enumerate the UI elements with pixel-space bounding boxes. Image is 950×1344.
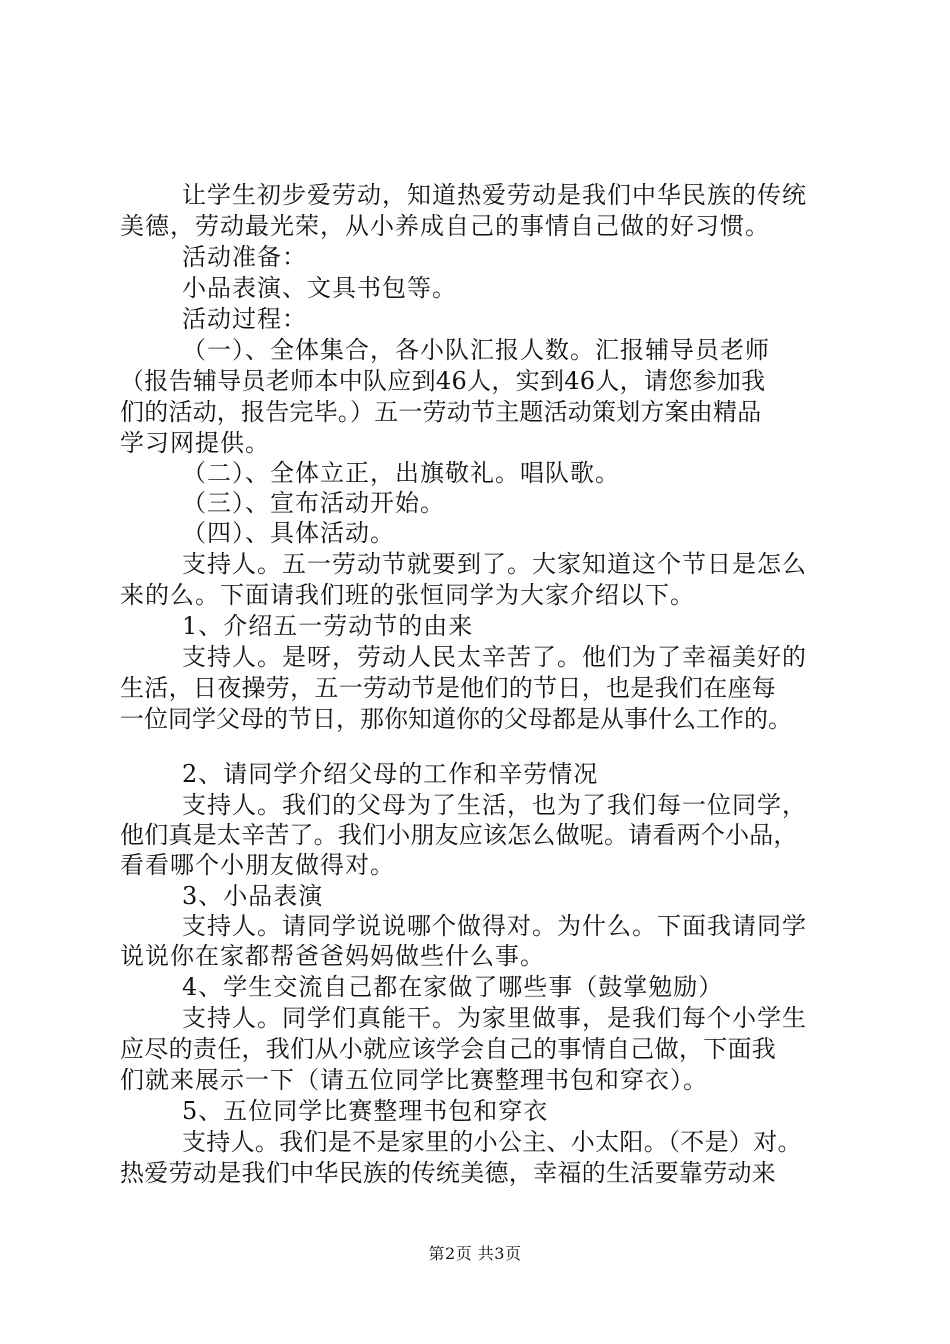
text-line: 4、学生交流自己都在家做了哪些事（鼓掌勉励） (182, 973, 724, 1001)
text-line: 支持人。我们是不是家里的小公主、小太阳。（不是）对。 (182, 1128, 802, 1156)
text-line: 小品表演、文具书包等。 (182, 274, 457, 302)
text-line: 支持人。是呀，劳动人民太辛苦了。他们为了幸福美好的 (182, 643, 807, 671)
page-number-footer: 第2页 共3页 (428, 1244, 522, 1263)
text-line: 1、介绍五一劳动节的由来 (182, 612, 474, 640)
text-line: 美德，劳动最光荣，从小养成自己的事情自己做的好习惯。 (120, 212, 770, 240)
text-line: 2、请同学介绍父母的工作和辛劳情况 (182, 760, 599, 788)
text-line: （二）、全体立正，出旗敬礼。唱队歌。 (182, 459, 620, 487)
text-line: 热爱劳动是我们中华民族的传统美德，幸福的生活要靠劳动来 (120, 1159, 777, 1187)
text-line: 支持人。同学们真能干。为家里做事，是我们每个小学生 (182, 1004, 807, 1032)
text-line: 活动准备： (182, 243, 307, 271)
text-line: 学习网提供。 (120, 429, 270, 457)
text-line: 他们真是太辛苦了。我们小朋友应该怎么做呢。请看两个小品， (120, 821, 798, 849)
text-line: 一位同学父母的节日，那你知道你的父母都是从事什么工作的。 (120, 705, 792, 733)
text-line: 说说你在家都帮爸爸妈妈做些什么事。 (120, 942, 545, 970)
text-line: （四）、具体活动。 (182, 519, 395, 547)
text-line: 应尽的责任，我们从小就应该学会自己的事情自己做，下面我 (120, 1035, 777, 1063)
text-line: 让学生初步爱劳动，知道热爱劳动是我们中华民族的传统 (182, 181, 807, 209)
text-line: 们的活动，报告完毕。）五一劳动节主题活动策划方案由精品 (120, 398, 762, 426)
text-line: 看看哪个小朋友做得对。 (120, 851, 395, 879)
text-line: （一）、全体集合，各小队汇报人数。汇报辅导员老师 (182, 336, 770, 364)
text-line: 支持人。五一劳动节就要到了。大家知道这个节日是怎么 (182, 550, 807, 578)
text-line: （三）、宣布活动开始。 (182, 489, 445, 517)
text-line: 3、小品表演 (182, 882, 324, 910)
text-line: （报告辅导员老师本中队应到46人，实到46人，请您参加我 (120, 367, 766, 395)
text-line: 生活，日夜操劳，五一劳动节是他们的节日，也是我们在座每 (120, 674, 777, 702)
text-line: 支持人。我们的父母为了生活，也为了我们每一位同学， (182, 791, 807, 819)
text-line: 5、五位同学比赛整理书包和穿衣 (182, 1097, 549, 1125)
text-line: 们就来展示一下（请五位同学比赛整理书包和穿衣）。 (120, 1066, 708, 1094)
text-line: 来的么。下面请我们班的张恒同学为大家介绍以下。 (120, 581, 695, 609)
text-line: 活动过程： (182, 305, 307, 333)
text-line: 支持人。请同学说说哪个做得对。为什么。下面我请同学 (182, 912, 807, 940)
